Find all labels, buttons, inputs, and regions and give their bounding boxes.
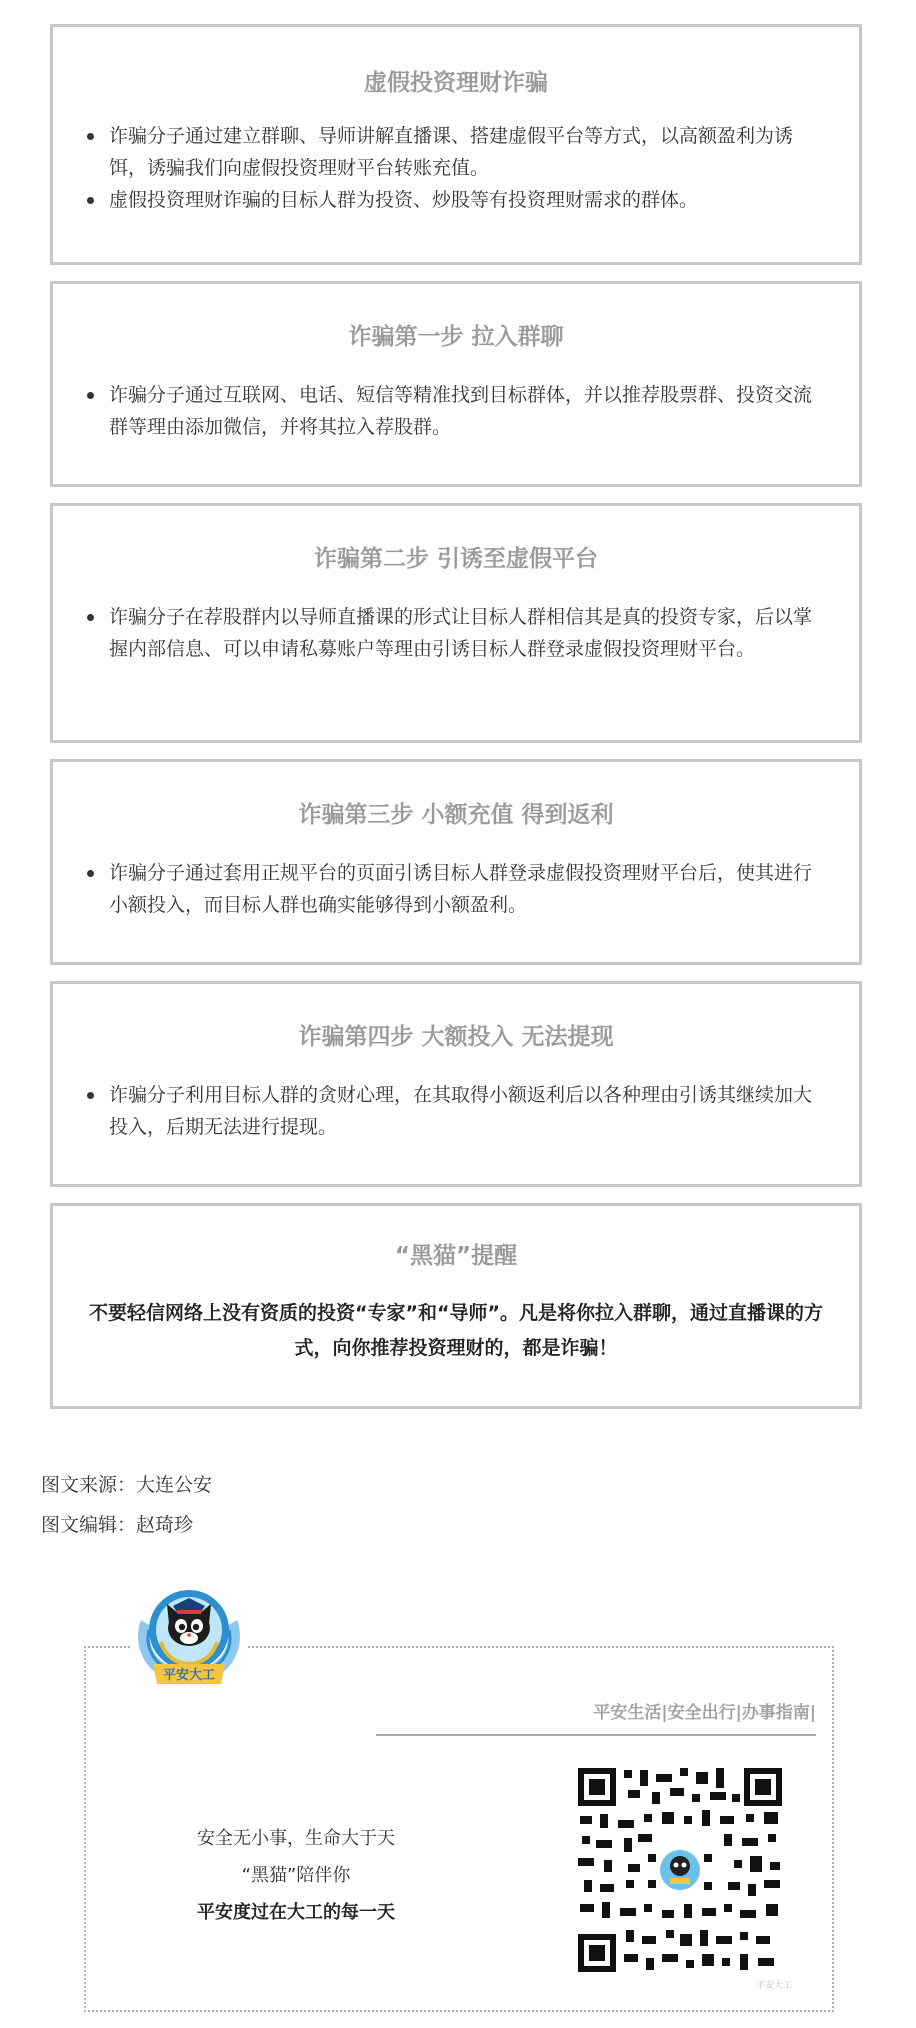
list-item: [85, 120, 829, 184]
list-item: [85, 1079, 829, 1143]
bullet-list: [53, 120, 859, 216]
mascot-badge-text: 平安大工: [162, 1668, 216, 1683]
section-card-step1: [50, 281, 862, 487]
bullet-list: [53, 601, 859, 665]
mascot-badge-icon: [131, 1580, 247, 1692]
slogan-line-1: 安全无小事，生命大于天: [197, 1828, 395, 1849]
section-card-step2: [50, 503, 862, 743]
reminder-card: [50, 1203, 862, 1409]
qr-code[interactable]: [574, 1764, 786, 1976]
reminder-text: 不要轻信网络上没有资质的投资“专家”和“导师”。凡是将你拉入群聊，通过直播课的方式，向你推荐投资理财的，都是诈骗！: [89, 1302, 823, 1359]
section-card-intro: [50, 24, 862, 265]
list-item: [85, 379, 829, 443]
reminder-title: “黑猫”提醒: [394, 1243, 518, 1269]
bullet-text: 诈骗分子通过套用正规平台的页面引诱目标人群登录虚假投资理财平台后，使其进行小额投入，而目标人群也确实能够得到小额盈利。: [109, 862, 813, 916]
list-item: [85, 601, 829, 665]
qr-finder-top-right: [744, 1768, 782, 1806]
qr-finder-bottom-left: [578, 1934, 616, 1972]
bullet-dot: [87, 133, 94, 140]
bullet-text: 虚假投资理财诈骗的目标人群为投资、炒股等有投资理财需求的群体。: [109, 189, 699, 211]
bullet-list: [53, 1079, 859, 1143]
section-title: 虚假投资理财诈骗: [364, 70, 548, 96]
bullet-text: 诈骗分子通过建立群聊、导师讲解直播课、搭建虚假平台等方式，以高额盈利为诱饵，诱骗我们向虚假投资理财平台转账充值。: [109, 125, 794, 179]
bullet-list: [53, 379, 859, 443]
section-title: 诈骗第二步 引诱至虚假平台: [313, 546, 598, 572]
bullet-text: 诈骗分子通过互联网、电话、短信等精准找到目标群体，并以推荐股票群、投资交流群等理由添加微信，并将其拉入荐股群。: [109, 384, 813, 438]
footer-slogan: [176, 1820, 416, 1931]
bullet-dot: [87, 614, 94, 621]
qr-center-logo: [656, 1846, 704, 1894]
slogan-line-3: 平安度过在大工的每一天: [197, 1902, 395, 1923]
credit-source: 图文来源：大连公安: [41, 1474, 213, 1496]
bullet-list: [53, 857, 859, 921]
slogan-line-2: “黑猫”陪伴你: [241, 1865, 351, 1886]
bullet-text: 诈骗分子利用目标人群的贪财心理，在其取得小额返利后以各种理由引诱其继续加大投入，后期无法进行提现。: [109, 1084, 813, 1138]
badge-banner: [153, 1664, 225, 1684]
section-title: 诈骗第一步 拉入群聊: [348, 324, 564, 350]
credit-editor: 图文编辑：赵琦珍: [41, 1514, 194, 1536]
bullet-text: 诈骗分子在荐股群内以导师直播课的形式让目标人群相信其是真的投资专家，后以掌握内部信息、可以申请私募账户等理由引诱目标人群登录虚假投资理财平台。: [109, 606, 813, 660]
footer-divider: [376, 1734, 816, 1736]
bullet-dot: [87, 197, 94, 204]
bullet-dot: [87, 1092, 94, 1099]
list-item: [85, 184, 829, 216]
section-title: 诈骗第三步 小额充值 得到返利: [298, 802, 614, 828]
footer-box: [84, 1646, 834, 2012]
bullet-dot: [87, 870, 94, 877]
qr-watermark: 平安大工: [756, 1981, 793, 1991]
section-card-step4: [50, 981, 862, 1187]
section-title: 诈骗第四步 大额投入 无法提现: [298, 1024, 614, 1050]
list-item: [85, 857, 829, 921]
bullet-dot: [87, 392, 94, 399]
footer-tagline: 平安生活|安全出行|办事指南|: [593, 1703, 816, 1723]
section-card-step3: [50, 759, 862, 965]
qr-finder-top-left: [578, 1768, 616, 1806]
